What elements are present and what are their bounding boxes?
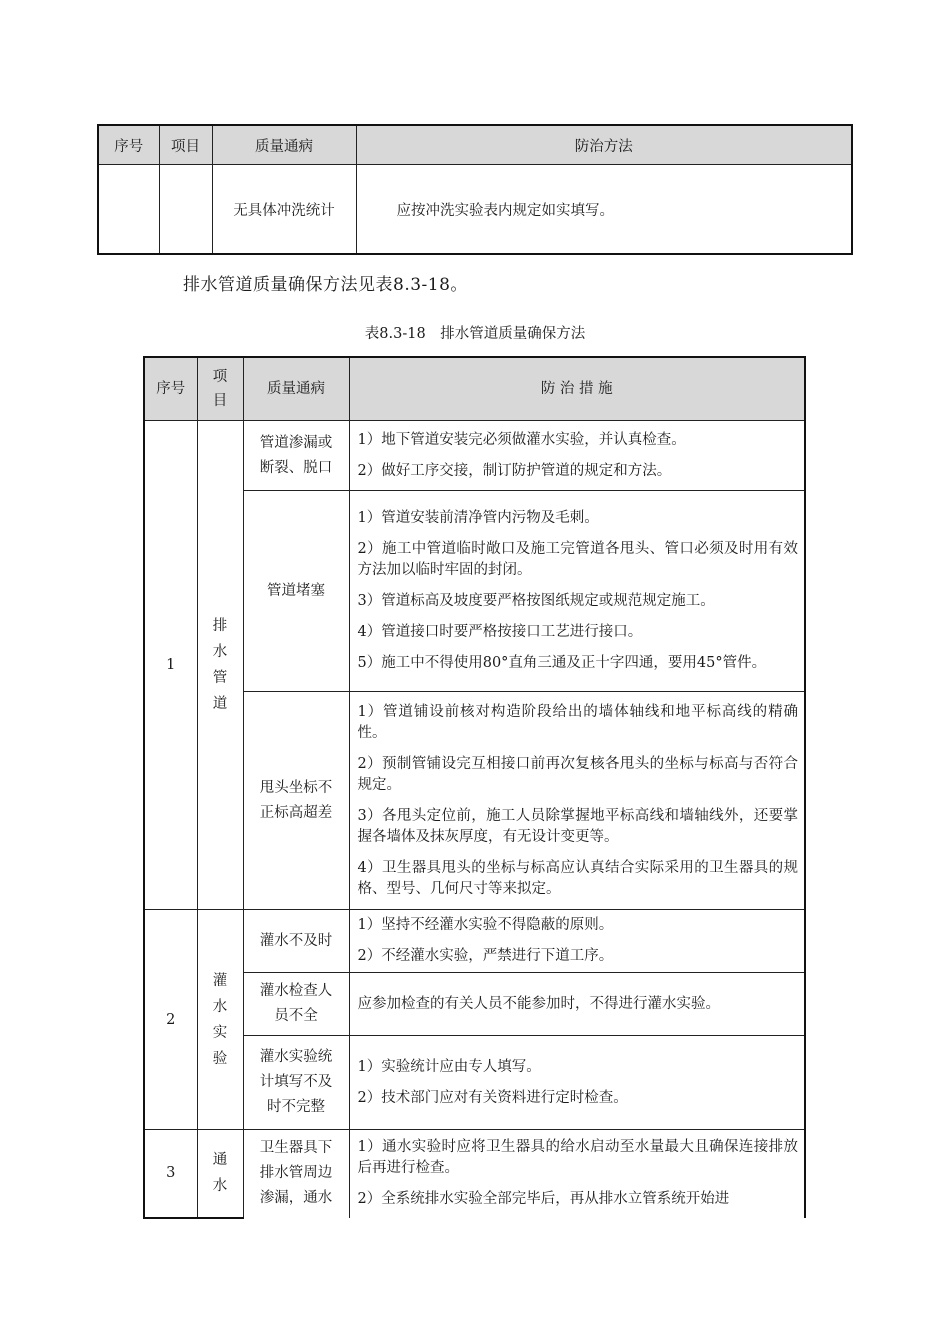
item-char: 通 (212, 1152, 228, 1169)
issue-line: 灌水实验统 (259, 1049, 333, 1065)
item-char: 道 (212, 696, 228, 712)
item-char: 验 (212, 1050, 228, 1067)
measure-item: 2）技术部门应对有关资料进行定时检查。 (357, 1089, 628, 1106)
issue-cell (243, 973, 349, 1036)
cell-method: 应按冲洗实验表内规定如实填写。 (356, 165, 852, 255)
item-char: 水 (212, 998, 228, 1015)
header-no: 序号 (144, 357, 197, 421)
header-issue: 质量通病 (212, 125, 356, 165)
issue-line: 渗漏，通水 (259, 1190, 333, 1207)
issue-cell (243, 421, 349, 491)
measure-item: 应参加检查的有关人员不能参加时，不得进行灌水实验。 (357, 995, 720, 1012)
cell-no (98, 165, 159, 255)
measure-item: 1）地下管道安装完必须做灌水实验，并认真检查。 (357, 431, 686, 448)
item-char: 水 (212, 1178, 228, 1195)
table-header-row (144, 357, 805, 421)
measures-cell (349, 491, 805, 692)
issue-line: 正标高超差 (259, 804, 333, 821)
drainage-quality-table (143, 356, 806, 1219)
header-item-line: 项 (212, 369, 228, 385)
header-item-line: 目 (212, 393, 228, 409)
header-item (197, 357, 243, 421)
item-char: 管 (212, 670, 228, 686)
table-row (144, 910, 805, 973)
measure-item: 4）管道接口时要严格按接口工艺进行接口。 (357, 624, 643, 640)
table-row (98, 165, 852, 255)
measure-item: 1）通水实验时应将卫生器具的给水启动至水量最大且确保连接排放后再进行检查。 (357, 1139, 798, 1177)
measure-item: 3）管道标高及坡度要严格按图纸规定或规范规定施工。 (357, 593, 715, 609)
measure-item: 1）坚持不经灌水实验不得隐蔽的原则。 (357, 917, 614, 933)
measures-cell (349, 421, 805, 491)
item-char: 水 (212, 644, 228, 660)
issue-line: 甩头坐标不 (259, 779, 333, 796)
header-item: 项目 (159, 125, 212, 165)
group-no: 3 (144, 1130, 197, 1218)
measure-item: 5）施工中不得使用80°直角三通及正十字四通，要用45°管件。 (357, 655, 767, 671)
measures-cell (349, 910, 805, 973)
measure-item: 4）卫生器具甩头的坐标与标高应认真结合实际采用的卫生器具的规格、型号、几何尺寸等来拟定。 (357, 859, 798, 897)
table-row (144, 1130, 805, 1218)
table-row (144, 1036, 805, 1130)
measure-item: 2）不经灌水实验，严禁进行下道工序。 (357, 948, 614, 964)
measure-item: 2）施工中管道临时敞口及施工完管道各甩头、管口必须及时用有效方法加以临时牢固的封闭。 (357, 541, 798, 578)
issue-cell (243, 1036, 349, 1130)
measure-item: 2）做好工序交接，制订防护管道的规定和方法。 (357, 462, 672, 479)
measures-cell (349, 1036, 805, 1130)
table-caption: 表8.3-18 排水管道质量确保方法 (364, 326, 586, 342)
header-method: 防治方法 (356, 125, 852, 165)
group-item (197, 421, 243, 910)
table-row (144, 421, 805, 491)
issue-line: 计填写不及 (259, 1074, 333, 1090)
item-char: 灌 (212, 972, 228, 989)
issue-line: 排水管周边 (259, 1165, 333, 1182)
continued-table (97, 124, 853, 255)
issue-line: 卫生器具下 (259, 1140, 333, 1157)
table-row (144, 692, 805, 910)
measure-item: 1）管道铺设前核对构造阶段给出的墙体轴线和地平标高线的精确性。 (357, 703, 798, 741)
body-paragraph: 排水管道质量确保方法见表8.3-18。 (183, 275, 468, 295)
group-item (197, 910, 243, 1130)
table-row (144, 973, 805, 1036)
measure-item: 2）全系统排水实验全部完毕后，再从排水立管系统开始进 (357, 1191, 730, 1208)
item-char: 实 (212, 1024, 228, 1041)
issue-line: 时不完整 (267, 1099, 325, 1115)
measures-cell (349, 973, 805, 1036)
measure-item: 3）各甩头定位前，施工人员除掌握地平标高线和墙轴线外，还要掌握各墙体及抹灰厚度，有无设计变更等。 (357, 807, 798, 845)
header-issue: 质量通病 (243, 357, 349, 421)
measures-cell (349, 692, 805, 910)
header-no: 序号 (98, 125, 159, 165)
issue-cell (243, 491, 349, 692)
group-no: 1 (144, 421, 197, 910)
cell-item (159, 165, 212, 255)
issue-line: 员不全 (274, 1008, 318, 1024)
table-header-row (98, 125, 852, 165)
group-item (197, 1130, 243, 1218)
issue-line: 管道堵塞 (267, 582, 325, 599)
issue-cell (243, 1130, 349, 1218)
measure-item: 2）预制管铺设完互相接口前再次复核各甩头的坐标与标高与否符合规定。 (357, 755, 798, 793)
table-row (144, 491, 805, 692)
issue-line: 管道渗漏或 (259, 434, 333, 451)
issue-cell (243, 692, 349, 910)
issue-line: 灌水不及时 (259, 932, 333, 949)
issue-line: 断裂、脱口 (259, 459, 333, 476)
group-no: 2 (144, 910, 197, 1130)
header-measures: 防 治 措 施 (349, 357, 805, 421)
cell-issue: 无具体冲洗统计 (212, 165, 356, 255)
measures-cell (349, 1130, 805, 1218)
issue-line: 灌水检查人 (259, 983, 333, 999)
measure-item: 1）管道安装前清净管内污物及毛刺。 (357, 510, 599, 526)
item-char: 排 (212, 618, 228, 634)
issue-cell (243, 910, 349, 973)
measure-item: 1）实验统计应由专人填写。 (357, 1058, 541, 1075)
